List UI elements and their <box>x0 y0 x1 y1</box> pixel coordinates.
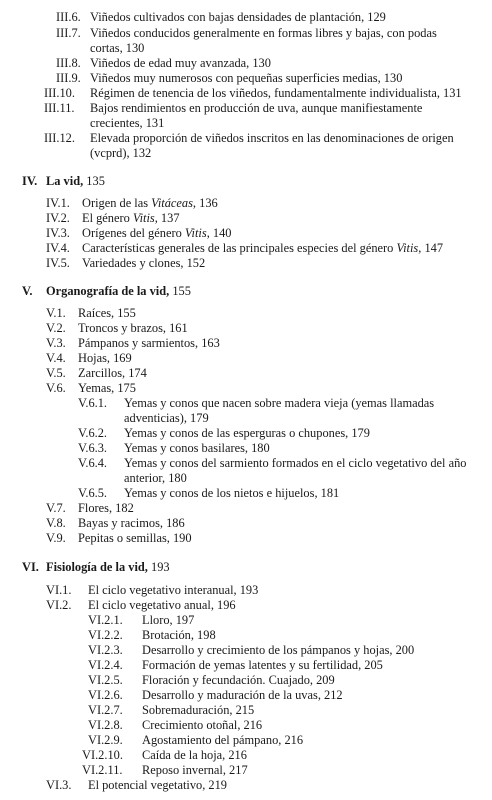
entry-number: III.8. <box>56 56 81 70</box>
entry-number: VI.2.5. <box>88 673 123 687</box>
chapter-number: V. <box>22 284 33 298</box>
chapter-title: Fisiología de la vid, <box>46 560 148 574</box>
entry-number: VI.2.4. <box>88 658 123 672</box>
entry-text-part: , 137 <box>154 211 180 225</box>
entry-number: V.6.5. <box>78 486 108 500</box>
entry-text-italic: Vitis <box>132 211 155 225</box>
entry-text <box>82 226 231 241</box>
entry-text-italic: Vitis <box>184 226 207 240</box>
entry-text-part: Orígenes del género <box>82 226 185 240</box>
entry-number: VI.2.6. <box>88 688 123 702</box>
entry-text: (vcprd), 132 <box>90 146 152 160</box>
entry-number: VI.2.8. <box>88 718 123 732</box>
entry-text: Variedades y clones, 152 <box>82 256 206 270</box>
entry-text: Elevada proporción de viñedos inscritos en las denominaciones de origen <box>90 131 454 145</box>
entry-text <box>82 196 218 211</box>
entry-text: Hojas, 169 <box>78 351 132 365</box>
chapter-title-line <box>46 174 105 189</box>
entry-number: V.2. <box>46 321 66 335</box>
entry-number: III.9. <box>56 71 81 85</box>
chapter-title: Organografía de la vid, <box>46 284 170 298</box>
entry-number: VI.2.2. <box>88 628 123 642</box>
entry-text-italic: Vitis <box>396 241 419 255</box>
entry-number: V.8. <box>46 516 66 530</box>
entry-text: Desarrollo y maduración de la uvas, 212 <box>142 688 343 702</box>
entry-number: III.11. <box>44 101 75 115</box>
entry-number: V.9. <box>46 531 66 545</box>
entry-text: Zarcillos, 174 <box>78 366 147 380</box>
entry-text: Floración y fecundación. Cuajado, 209 <box>142 673 335 687</box>
entry-number: VI.2.3. <box>88 643 123 657</box>
entry-text: Raíces, 155 <box>78 306 136 320</box>
entry-number: III.7. <box>56 26 81 40</box>
entry-text: Viñedos conducidos generalmente en formas libres y bajas, con podas <box>90 26 437 40</box>
chapter-title-line <box>46 560 170 575</box>
entry-text: Viñedos muy numerosos con pequeñas superficies medias, 130 <box>90 71 403 85</box>
entry-text: adventicias), 179 <box>124 411 209 425</box>
chapter-page: 193 <box>151 560 170 574</box>
entry-number: IV.1. <box>46 196 70 210</box>
entry-number: IV.5. <box>46 256 70 270</box>
entry-text-italic: Vitáceas <box>151 196 193 210</box>
entry-text <box>82 241 443 256</box>
entry-text: Brotación, 198 <box>142 628 216 642</box>
chapter-number: VI. <box>22 560 39 574</box>
entry-text: El potencial vegetativo, 219 <box>88 778 228 792</box>
entry-text: Yemas, 175 <box>78 381 136 395</box>
entry-number: VI.2.1. <box>88 613 123 627</box>
entry-text-part: , 136 <box>192 196 218 210</box>
entry-number: V.6. <box>46 381 66 395</box>
entry-text: Reposo invernal, 217 <box>142 763 248 777</box>
entry-text: Bayas y racimos, 186 <box>78 516 185 530</box>
entry-number: V.1. <box>46 306 66 320</box>
entry-text: Formación de yemas latentes y su fertilidad, 205 <box>142 658 383 672</box>
entry-text: Viñedos de edad muy avanzada, 130 <box>90 56 271 70</box>
entry-text: Flores, 182 <box>78 501 134 515</box>
entry-number: VI.3. <box>46 778 72 792</box>
entry-text: Sobremaduración, 215 <box>142 703 255 717</box>
entry-number: V.7. <box>46 501 66 515</box>
entry-number: III.6. <box>56 10 81 24</box>
entry-text-part: El género <box>82 211 133 225</box>
entry-text: Bajos rendimientos en producción de uva, aunque manifiestamente <box>90 101 423 115</box>
entry-text: Pepitas o semillas, 190 <box>78 531 192 545</box>
entry-text: El ciclo vegetativo anual, 196 <box>88 598 236 612</box>
entry-number: VI.2.10. <box>82 748 123 762</box>
entry-text: crecientes, 131 <box>90 116 165 130</box>
entry-number: III.12. <box>44 131 75 145</box>
entry-text: Régimen de tenencia de los viñedos, fundamentalmente individualista, 131 <box>90 86 462 100</box>
entry-text: anterior, 180 <box>124 471 187 485</box>
entry-number: III.10. <box>44 86 75 100</box>
entry-text: Viñedos cultivados con bajas densidades de plantación, 129 <box>90 10 386 24</box>
entry-number: V.5. <box>46 366 66 380</box>
entry-number: V.6.3. <box>78 441 108 455</box>
entry-number: V.6.4. <box>78 456 108 470</box>
entry-text: Yemas y conos que nacen sobre madera vieja (yemas llamadas <box>124 396 435 410</box>
entry-number: V.4. <box>46 351 66 365</box>
entry-text-part: , 140 <box>206 226 232 240</box>
entry-number: VI.2.9. <box>88 733 123 747</box>
entry-number: VI.2. <box>46 598 72 612</box>
entry-text: Agostamiento del pámpano, 216 <box>142 733 304 747</box>
entry-number: V.6.1. <box>78 396 108 410</box>
entry-text <box>82 211 180 226</box>
entry-number: IV.4. <box>46 241 70 255</box>
entry-number: IV.2. <box>46 211 70 225</box>
entry-number: VI.2.11. <box>82 763 123 777</box>
entry-text: Yemas y conos de las esperguras o chupones, 179 <box>124 426 370 440</box>
entry-text: Yemas y conos del sarmiento formados en el ciclo vegetativo del año <box>124 456 467 470</box>
entry-number: VI.1. <box>46 583 72 597</box>
entry-text-part: Origen de las <box>82 196 152 210</box>
chapter-page: 155 <box>172 284 191 298</box>
chapter-title-line <box>46 284 191 299</box>
chapter-number: IV. <box>22 174 38 188</box>
entry-text-part: Características generales de las principales especies del género <box>82 241 397 255</box>
entry-number: IV.3. <box>46 226 70 240</box>
entry-text: cortas, 130 <box>90 41 145 55</box>
entry-number: V.3. <box>46 336 66 350</box>
entry-text: Desarrollo y crecimiento de los pámpanos y hojas, 200 <box>142 643 415 657</box>
chapter-title: La vid, <box>46 174 84 188</box>
entry-text-part: , 147 <box>418 241 444 255</box>
entry-text: Crecimiento otoñal, 216 <box>142 718 263 732</box>
entry-text: Troncos y brazos, 161 <box>78 321 188 335</box>
entry-text: Yemas y conos de los nietos e hijuelos, 181 <box>124 486 340 500</box>
entry-number: VI.2.7. <box>88 703 123 717</box>
entry-text: Pámpanos y sarmientos, 163 <box>78 336 220 350</box>
entry-text: El ciclo vegetativo interanual, 193 <box>88 583 259 597</box>
entry-number: V.6.2. <box>78 426 108 440</box>
entry-text: Lloro, 197 <box>142 613 195 627</box>
entry-text: Yemas y conos basilares, 180 <box>124 441 270 455</box>
entry-text: Caída de la hoja, 216 <box>142 748 247 762</box>
chapter-page: 135 <box>86 174 105 188</box>
